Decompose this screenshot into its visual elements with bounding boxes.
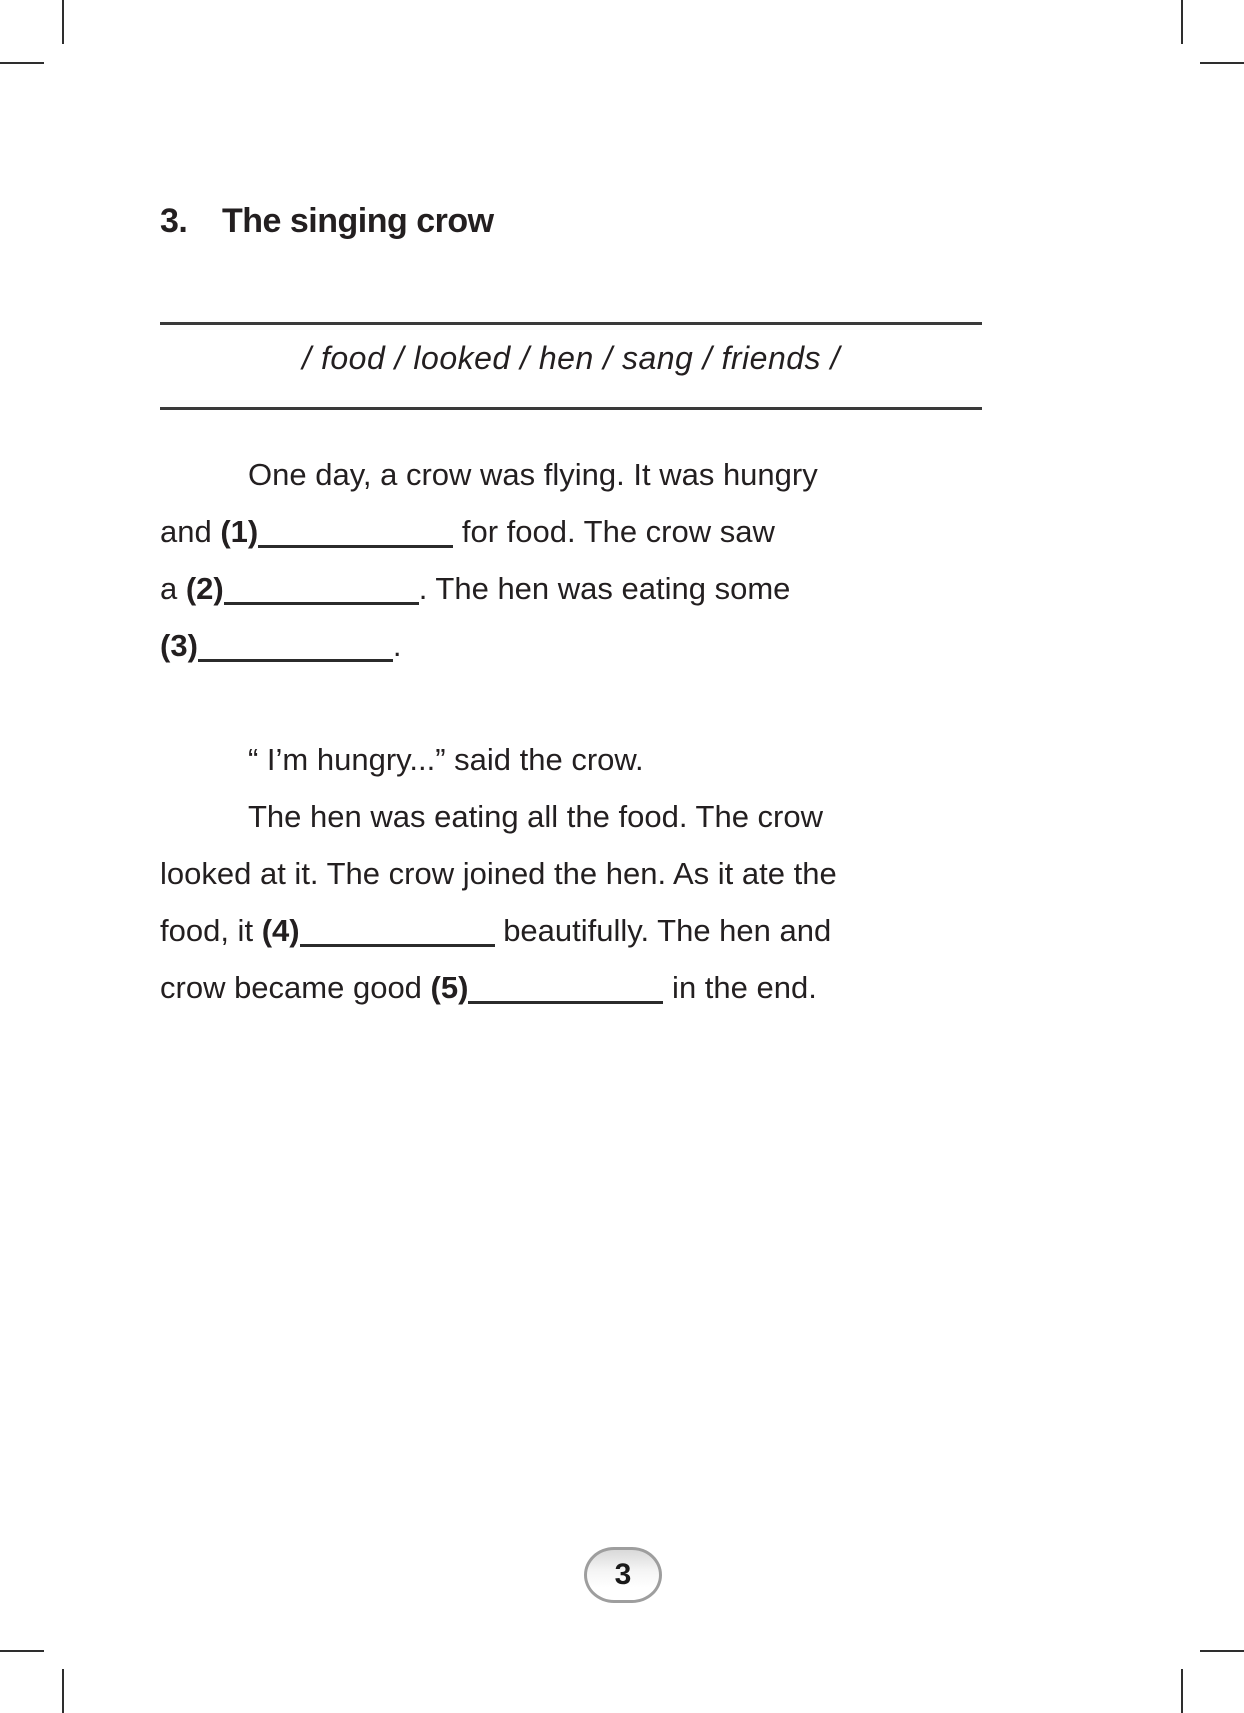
text-segment: One day, a crow was flying. It was hungry — [248, 457, 818, 492]
crop-mark-bottom-right-vertical — [1181, 1669, 1183, 1713]
crop-mark-top-right-vertical — [1181, 0, 1183, 44]
crop-mark-top-left-vertical — [62, 0, 64, 44]
blank-field — [258, 518, 453, 548]
word-bank: / food / looked / hen / sang / friends / — [302, 340, 840, 376]
passage-line — [160, 503, 1060, 560]
text-segment: and — [160, 514, 221, 549]
word-bank-rule-top — [160, 322, 982, 325]
passage-line — [160, 788, 1060, 845]
passage-line — [160, 902, 1060, 959]
exercise-number: 3. — [160, 202, 188, 240]
passage-line — [160, 617, 1060, 674]
passage-line — [160, 446, 1060, 503]
text-segment: crow became good — [160, 970, 431, 1005]
crop-mark-bottom-left-vertical — [62, 1669, 64, 1713]
text-segment: food, it — [160, 913, 262, 948]
word-bank-rule-bottom — [160, 407, 982, 410]
blank-field — [468, 974, 663, 1004]
text-segment: The hen was eating all the food. The crow — [248, 799, 823, 834]
passage-line — [160, 560, 1060, 617]
text-segment: . The hen was eating some — [418, 571, 791, 606]
blank-field — [198, 632, 393, 662]
exercise-title-text: The singing crow — [222, 202, 494, 240]
passage-line — [160, 731, 1060, 788]
blank-field — [300, 917, 495, 947]
page-number-badge — [584, 1547, 662, 1603]
crop-mark-top-left-horizontal — [0, 62, 44, 64]
passage-line — [160, 959, 1060, 1016]
text-segment: . — [392, 628, 402, 663]
text-segment: a — [160, 571, 186, 606]
crop-mark-top-right-horizontal — [1200, 62, 1244, 64]
crop-mark-bottom-left-horizontal — [0, 1650, 44, 1652]
text-segment: (5) — [430, 970, 469, 1005]
exercise-title — [160, 202, 494, 241]
text-segment: beautifully. The hen and — [494, 913, 832, 948]
passage — [160, 446, 1060, 1016]
text-segment: looked at it. The crow joined the hen. As it ate the — [160, 856, 837, 891]
blank-field — [224, 575, 419, 605]
page-number: 3 — [614, 1558, 632, 1591]
text-segment: for food. The crow saw — [453, 514, 775, 549]
text-segment: (2) — [185, 571, 224, 606]
text-segment: “ I’m hungry...” said the crow. — [248, 742, 644, 777]
text-segment: (3) — [160, 628, 198, 663]
crop-mark-bottom-right-horizontal — [1200, 1650, 1244, 1652]
passage-line — [160, 845, 1060, 902]
text-segment: (1) — [220, 514, 259, 549]
text-segment: in the end. — [663, 970, 817, 1005]
text-segment: (4) — [261, 913, 300, 948]
